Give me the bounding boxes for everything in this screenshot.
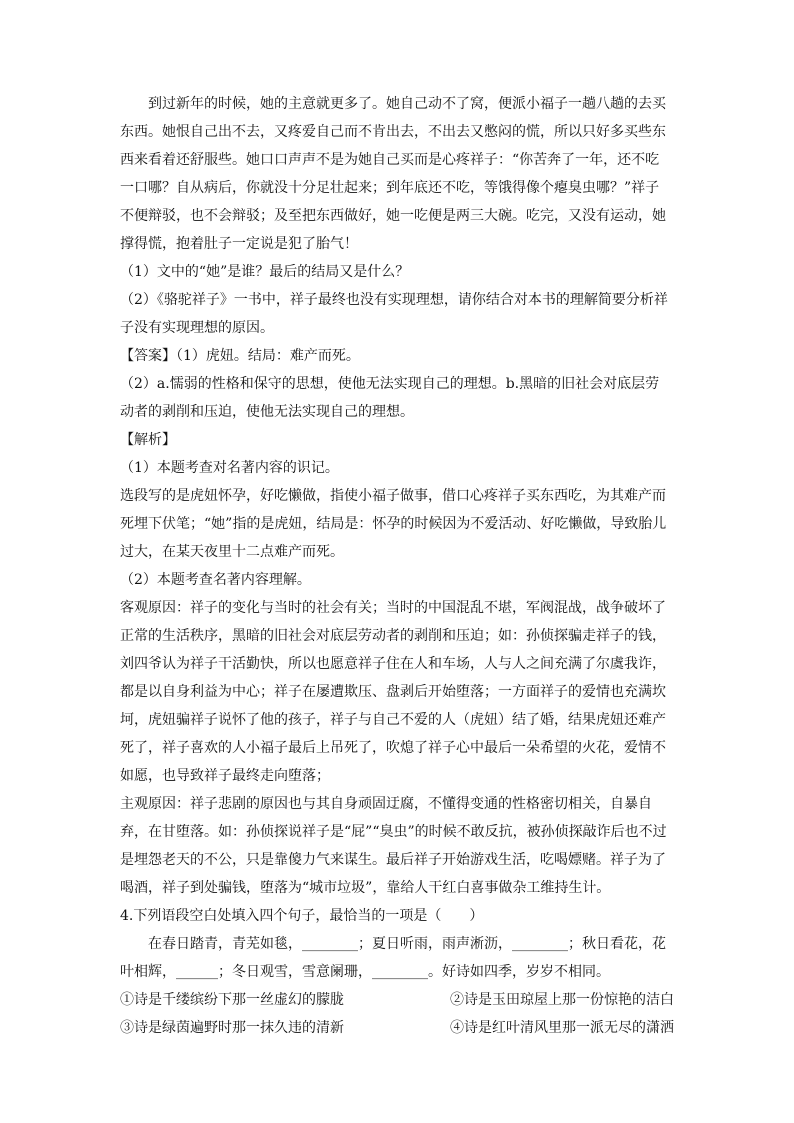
option-1: ①诗是千缕缤纷下那一丝虚幻的朦胧 (120, 992, 344, 1008)
analysis-2-heading: （2）本题考查名著内容理解。 (120, 572, 311, 588)
analysis-2-objective: 客观原因：祥子的变化与当时的社会有关；当时的中国混乱不堪，军阀混战，战争破坏了正常的生活秩序，黑暗的旧社会对底层劳动者的剥削和压迫；如：孙侦探骗走祥子的钱，刘四爷认为祥子干活勤快，所以也愿意祥子住在人和车场，人与人之间充满了尔虞我诈，都是以自身利益为中心；祥子在屡遭欺压、盘剥后开始堕落；一方面祥子的爱情也充满坎坷，虎妞骗祥子说怀了他的孩子，祥子与自己不爱的人（虎妞）结了婚，结果虎妞还难产死了，祥子喜欢的人小福子最后上吊死了，吹熄了祥子心中最后一朵希望的火花，爱情不如愿，也导致祥子最终走向堕落； (120, 600, 666, 784)
question-4: 4.下列语段空白处填入四个句子，最恰当的一项是（ ） (120, 908, 484, 924)
question-1: （1）文中的“她”是谁？最后的结局又是什么？ (120, 264, 410, 280)
answer-2: （2）a.懦弱的性格和保守的思想，使他无法实现自己的理想。b.黑暗的旧社会对底层劳动者的剥削和压迫，使他无法实现自己的理想。 (120, 376, 660, 420)
analysis-label: 【解析】 (120, 432, 176, 448)
question-4-passage: 在春日踏青，青芜如毯，________；夏日听雨，雨声淅沥，________；秋日看花，花叶相辉，______；冬日观雪，雪意阑珊，________。好诗如四季，岁岁不相同。 (120, 936, 666, 980)
analysis-1-heading: （1）本题考查对名著内容的识记。 (120, 460, 339, 476)
option-2: ②诗是玉田琼屋上那一份惊艳的洁白 (450, 992, 674, 1008)
question-4-options (120, 986, 672, 1042)
analysis-1-body: 选段写的是虎妞怀孕，好吃懒做，指使小福子做事，借口心疼祥子买东西吃，为其难产而死埋下伏笔；“她”指的是虎妞，结局是：怀孕的时候因为不爱活动、好吃懒做，导致胎儿过大，在某天夜里十二点难产而死。 (120, 488, 667, 560)
question-2: （2）《骆驼祥子》一书中，祥子最终也没有实现理想，请你结合对本书的理解简要分析祥子没有实现理想的原因。 (120, 292, 668, 336)
option-3: ③诗是绿茵遍野时那一抹久违的清新 (120, 1020, 344, 1036)
analysis-2-subjective: 主观原因：祥子悲剧的原因也与其自身顽固迂腐，不懂得变通的性格密切相关，自暴自弃，在甘堕落。如：孙侦探说祥子是“屁”“臭虫”的时候不敢反抗，被孙侦探敲诈后也不过是埋怨老天的不公，只是靠傻力气来谋生。最后祥子开始游戏生活，吃喝嫖赌。祥子为了喝酒，祥子到处骗钱，堕落为“城市垃圾”，靠给人干红白喜事做杂工维持生计。 (120, 796, 667, 896)
document-content (120, 90, 672, 1042)
option-4: ④诗是红叶清风里那一派无尽的潇洒 (450, 1020, 674, 1036)
answer-1: 【答案】（1）虎妞。结局：难产而死。 (120, 348, 360, 364)
reading-passage: 到过新年的时候，她的主意就更多了。她自己动不了窝，便派小福子一趟八趟的去买东西。她恨自己出不去，又疼爱自己而不肯出去，不出去又憋闷的慌，所以只好多买些东西来看着还舒服些。她口口声声不是为她自己买而是心疼祥子：“你苦奔了一年，还不吃一口哪？自从病后，你就没十分足壮起来；到年底还不吃，等饿得像个瘪臭虫哪？”祥子不便辩驳，也不会辩驳；及至把东西做好，她一吃便是两三大碗。吃完，又没有运动，她撑得慌，抱着肚子一定说是犯了胎气！ (120, 96, 666, 252)
